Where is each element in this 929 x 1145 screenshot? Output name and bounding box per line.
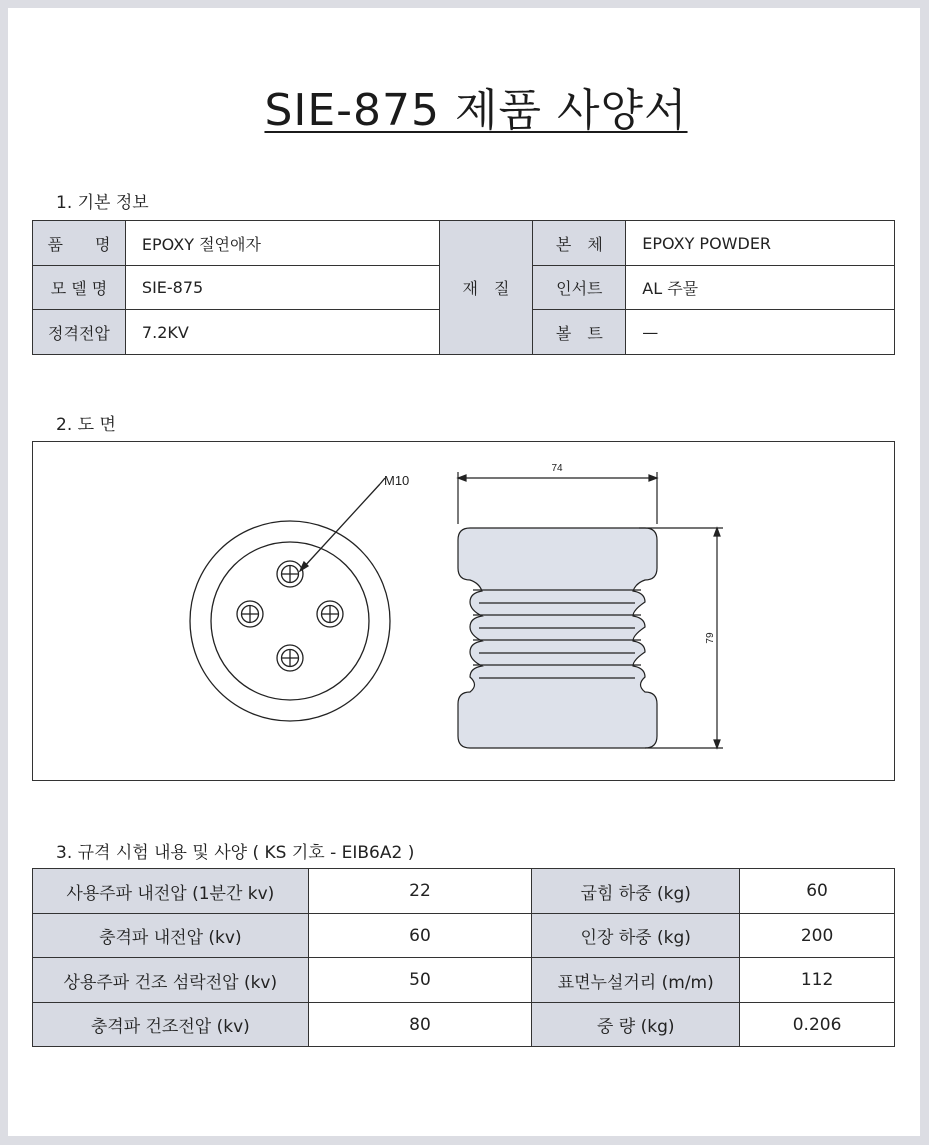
spec-label: 상용주파 건조 섬락전압 (kv) bbox=[33, 958, 309, 1003]
drawing-svg bbox=[33, 442, 894, 780]
spec-value: 80 bbox=[308, 1003, 532, 1047]
outer-circle bbox=[190, 521, 390, 721]
product-name-label: 품 명 bbox=[33, 221, 126, 266]
spec-value: 22 bbox=[308, 869, 532, 914]
product-name-value: EPOXY 절연애자 bbox=[125, 221, 439, 266]
spec-value: 112 bbox=[740, 958, 895, 1003]
material-header: 재 질 bbox=[439, 221, 533, 355]
body-label: 본 체 bbox=[533, 221, 626, 266]
basic-info-table bbox=[32, 220, 895, 355]
spec-value: 60 bbox=[308, 914, 532, 958]
bolt-label: 볼 트 bbox=[533, 310, 626, 355]
insulator-body bbox=[458, 528, 657, 748]
spec-value: 0.206 bbox=[740, 1003, 895, 1047]
spec-label: 굽힘 하중 (kg) bbox=[532, 869, 740, 914]
side-view bbox=[458, 472, 723, 748]
bolt-hole-left bbox=[237, 601, 263, 627]
rated-voltage-value: 7.2KV bbox=[125, 310, 439, 355]
section2-heading: 2. 도 면 bbox=[56, 415, 116, 435]
width-dimension bbox=[458, 472, 657, 524]
insert-value: AL 주물 bbox=[626, 266, 895, 310]
spec-label: 사용주파 내전압 (1분간 kv) bbox=[33, 869, 309, 914]
height-dim-label: 79 bbox=[705, 632, 716, 644]
page-title: SIE-875 제품 사양서 bbox=[264, 85, 688, 136]
bolt-hole-top bbox=[277, 561, 303, 587]
insert-label: 인서트 bbox=[533, 266, 626, 310]
bolt-value: — bbox=[626, 310, 895, 355]
spec-label: 표면누설거리 (m/m) bbox=[532, 958, 740, 1003]
spec-value: 50 bbox=[308, 958, 532, 1003]
spec-value: 200 bbox=[740, 914, 895, 958]
thread-leader-line bbox=[303, 484, 380, 568]
spec-label: 충격파 건조전압 (kv) bbox=[33, 1003, 309, 1047]
spec-sheet-page bbox=[8, 8, 920, 1136]
width-dim-label: 74 bbox=[551, 463, 563, 474]
section3-heading: 3. 규격 시험 내용 및 사양 ( KS 기호 - EIB6A2 ) bbox=[56, 843, 415, 863]
technical-drawing bbox=[32, 441, 895, 781]
model-name-label: 모 델 명 bbox=[33, 266, 126, 310]
thread-label: M10 bbox=[384, 473, 410, 488]
bolt-hole-bottom bbox=[277, 645, 303, 671]
body-value: EPOXY POWDER bbox=[626, 221, 895, 266]
spec-value: 60 bbox=[740, 869, 895, 914]
spec-test-table bbox=[32, 868, 895, 1047]
spec-label: 중 량 (kg) bbox=[532, 1003, 740, 1047]
rated-voltage-label: 정격전압 bbox=[33, 310, 126, 355]
model-name-value: SIE-875 bbox=[125, 266, 439, 310]
section1-heading: 1. 기본 정보 bbox=[56, 193, 149, 213]
spec-label: 인장 하중 (kg) bbox=[532, 914, 740, 958]
top-view bbox=[190, 478, 390, 721]
spec-label: 충격파 내전압 (kv) bbox=[33, 914, 309, 958]
bolt-hole-right bbox=[317, 601, 343, 627]
